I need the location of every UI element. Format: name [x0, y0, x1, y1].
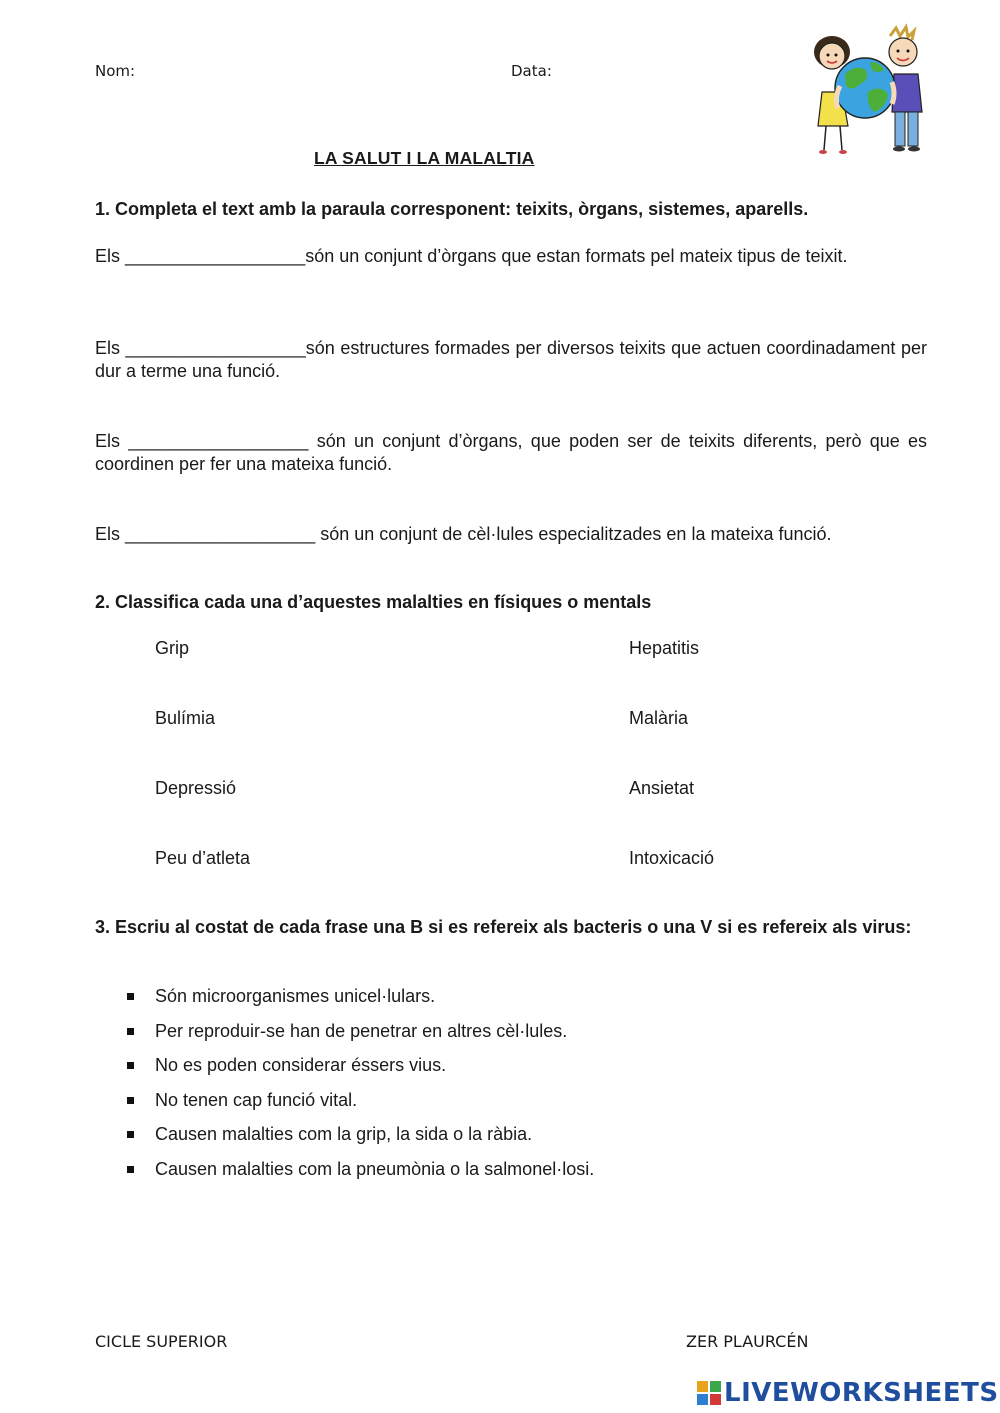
section1-heading: 1. Completa el text amb la paraula corresponent: teixits, òrgans, sistemes, aparells.: [95, 199, 809, 219]
disease-item: Ansietat: [629, 778, 695, 798]
statement-text: No tenen cap funció vital.: [155, 1089, 358, 1110]
footer-left: CICLE SUPERIOR: [95, 1332, 228, 1351]
footer-right: ZER PLAURCÉN: [686, 1332, 809, 1351]
list-item: [127, 1123, 927, 1158]
name-label: Nom:: [95, 62, 136, 80]
fill-in-paragraph-4: Els ___________________ són un conjunt de cèl·lules especialitzades en la mateixa funció.: [95, 524, 832, 544]
statement-list: [127, 985, 927, 1193]
statement-text: No es poden considerar éssers vius.: [155, 1055, 447, 1076]
list-item: [127, 1020, 927, 1055]
statement-text: Causen malalties com la pneumònia o la salmonel·losi.: [155, 1158, 595, 1179]
page-title: LA SALUT I LA MALALTIA: [314, 148, 535, 168]
fill-in-paragraph-3: Els __________________ són un conjunt d’òrgans, que poden ser de teixits diferents, però que es coordinen per fer una mateixa funció.: [95, 431, 927, 474]
fill-in-paragraph-2: Els __________________són estructures formades per diversos teixits que actuen coordinadament per dur a terme una funció.: [95, 338, 927, 381]
list-item: [127, 1158, 927, 1193]
disease-item: Grip: [155, 638, 190, 658]
kids-globe-illustration: [800, 22, 940, 162]
statement-text: Per reproduir-se han de penetrar en altres cèl·lules.: [155, 1020, 568, 1041]
bullet-square-icon: [127, 1028, 134, 1035]
statement-text: Són microorganismes unicel·lulars.: [155, 986, 436, 1006]
disease-item: Peu d’atleta: [155, 848, 251, 868]
list-item: [127, 985, 927, 1020]
disease-item: Malària: [629, 708, 689, 728]
date-label: Data:: [511, 62, 552, 80]
bullet-square-icon: [127, 1131, 134, 1138]
section2-heading: 2. Classifica cada una d’aquestes malalties en físiques o mentals: [95, 592, 652, 612]
liveworksheets-icon: [697, 1381, 721, 1405]
bullet-square-icon: [127, 1097, 134, 1104]
statement-text: Causen malalties com la grip, la sida o la ràbia.: [155, 1124, 533, 1145]
disease-item: Intoxicació: [629, 848, 715, 868]
list-item: [127, 1089, 927, 1124]
bullet-square-icon: [127, 1166, 134, 1173]
bullet-square-icon: [127, 1062, 134, 1069]
disease-item: Depressió: [155, 778, 237, 798]
bullet-square-icon: [127, 993, 134, 1000]
list-item: [127, 1054, 927, 1089]
section3-heading: 3. Escriu al costat de cada frase una B si es refereix als bacteris o una V si es refereix als virus:: [95, 917, 912, 937]
disease-item: Bulímia: [155, 708, 216, 728]
liveworksheets-logo: [697, 1376, 999, 1410]
disease-item: Hepatitis: [629, 638, 700, 658]
liveworksheets-text: LIVEWORKSHEETS: [724, 1378, 999, 1408]
fill-in-paragraph-1: Els __________________són un conjunt d’òrgans que estan formats pel mateix tipus de teixit.: [95, 246, 848, 266]
